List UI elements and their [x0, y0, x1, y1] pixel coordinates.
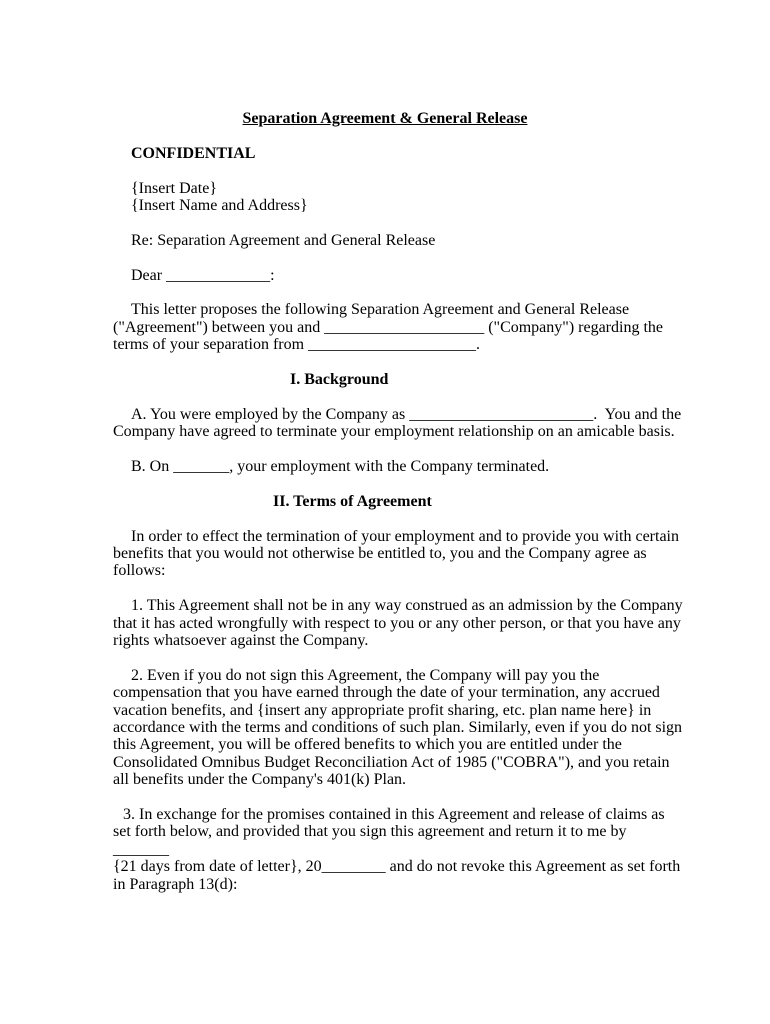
text-line: This letter proposes the following Separation Agreement and General Release [131, 301, 630, 319]
term-1-paragraph [113, 597, 683, 650]
text-line: accordance with the terms and conditions of such plan. Similarly, even if you do not sign [113, 719, 683, 737]
section-heading-background: I. Background [290, 371, 389, 388]
text-line: {21 days from date of letter}, 20________ and do not revoke this Agreement as set forth [113, 858, 681, 876]
text-line: terms of your separation from _____________________. [113, 336, 481, 354]
intro-paragraph [113, 301, 663, 354]
text-line: rights whatsoever against the Company. [113, 632, 369, 650]
confidential-label: CONFIDENTIAL [131, 144, 256, 162]
terms-intro-paragraph [113, 527, 679, 580]
term-3-paragraph [113, 806, 681, 893]
text-line: compensation that you have earned through the date of your termination, any accrued [113, 684, 660, 702]
clause-a-paragraph [113, 405, 682, 441]
insert-date-line: {Insert Date} [131, 179, 217, 197]
document-title-text: Separation Agreement & General Release [242, 110, 528, 127]
text-line: all benefits under the Company's 401(k) Plan. [113, 771, 407, 789]
text-line: In order to effect the termination of your employment and to provide you with certain [131, 527, 679, 545]
text-line: 1. This Agreement shall not be in any way construed as an admission by the Company [131, 597, 683, 615]
text-line: ("Agreement") between you and ____________________ ("Company") regarding the [113, 318, 663, 336]
text-line: this Agreement, you will be offered benefits to which you are entitled under the [113, 736, 622, 754]
text-line: A. You were employed by the Company as _______________________. You and the [131, 405, 682, 423]
document-title [113, 110, 657, 127]
recipient-block [113, 180, 657, 215]
text-line: that it has acted wrongfully with respect to you or any other person, or that you have any [113, 614, 681, 632]
text-line: 3. In exchange for the promises contained in this Agreement and release of claims as [123, 806, 665, 824]
text-line: follows: [113, 562, 166, 580]
section-heading-terms: II. Terms of Agreement [273, 492, 432, 510]
text-line: Consolidated Omnibus Budget Reconciliation Act of 1985 ("COBRA"), and you retain [113, 753, 670, 771]
insert-name-address-line: {Insert Name and Address} [131, 197, 308, 214]
text-line: 2. Even if you do not sign this Agreement, the Company will pay you the [131, 666, 600, 684]
text-line: benefits that you would not otherwise be entitled to, you and the Company agree as [113, 545, 647, 562]
text-line: set forth below, and provided that you sign this agreement and return it to me by [113, 823, 627, 841]
term-2-paragraph [113, 666, 683, 789]
clause-b-paragraph: B. On _______, your employment with the Company terminated. [131, 458, 550, 475]
text-line: in Paragraph 13(d): [113, 875, 238, 893]
blank-fill-line: _______ [113, 840, 169, 858]
text-line: Company have agreed to terminate your employment relationship on an amicable basis. [113, 423, 675, 441]
text-line: vacation benefits, and {insert any appropriate profit sharing, etc. plan name here} in [113, 701, 652, 719]
re-subject-line: Re: Separation Agreement and General Release [131, 231, 436, 249]
salutation-line: Dear _____________: [131, 266, 275, 284]
